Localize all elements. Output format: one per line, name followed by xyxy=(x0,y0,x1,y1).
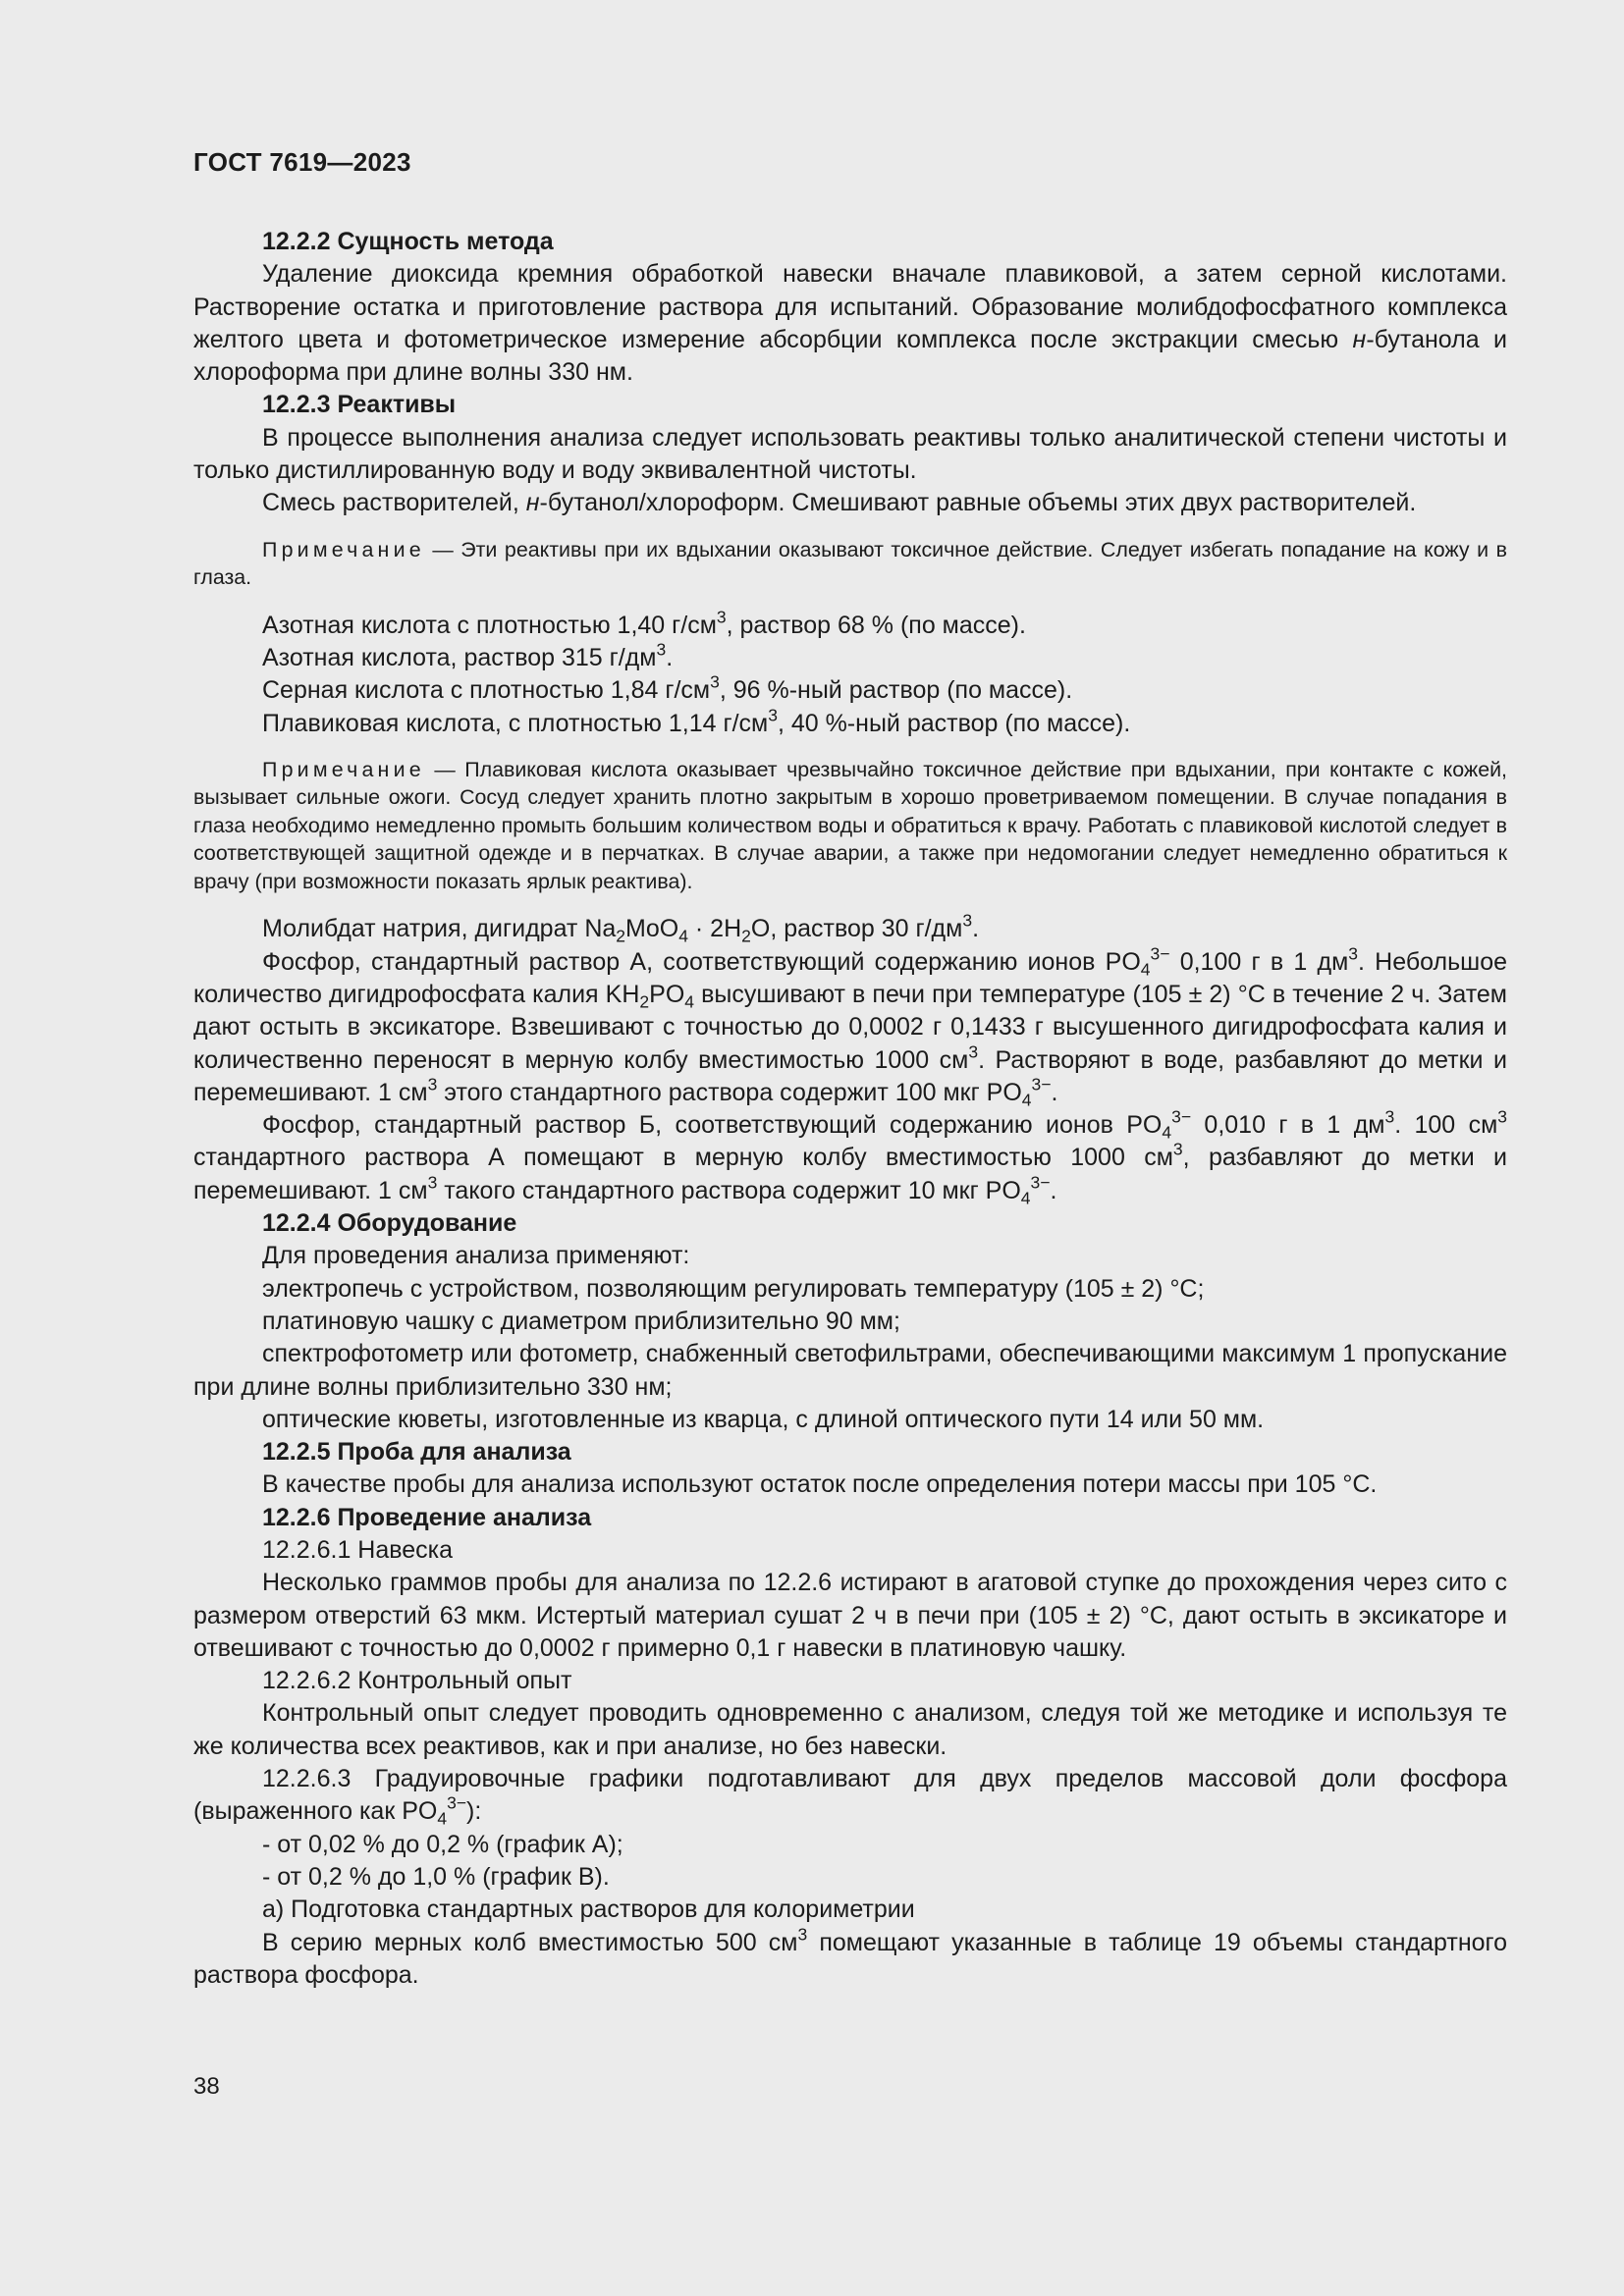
equipment-item-cuvettes: оптические кюветы, изготовленные из кварца, с длиной оптического пути 14 или 50 мм. xyxy=(262,1405,1265,1433)
note-hydrofluoric-acid: Примечание — Плавиковая кислота оказывает чрезвычайно токсичное действие при вдыхании, при контакте с кожей, вызывает сильные ожоги. Сосуд следует хранить плотно закрытым в хорошо проветриваемом помещении. В случае попадания в глаза необходимо немедленно промыть большим количеством воды и обратиться к врачу. Работать с плавиковой кислотой следует в соответствующей защитной одежде и в перчатках. В случае аварии, а также при недомогании следует немедленно обратиться к врачу (при возможности показать ярлык реактива). xyxy=(193,757,1507,893)
reagent-phosphorus-standard-b: Фосфор, стандартный раствор Б, соответствующий содержанию ионов $PO_4^{3-}$ 0,010 г в 1 $дм^3$. 100 $см^3$ стандартного раствора А помещают в мерную колбу вместимостью 1000 $см^3$, разбавляют до метки и перемешивают. 1 $см^3$ такого стандартного раствора содержит 10 мкг $PO_4^{3-}$. xyxy=(193,1106,1508,1207)
reagent-phosphorus-standard-a: Фосфор, стандартный раствор А, соответствующий содержанию ионов $PO_4^{3-}$ 0,100 г в 1 $дм^3$. Небольшое количество дигидрофосфата калия $KH_2PO_4$ высушивают в печи при температуре (105 ± 2) °C в течение 2 ч. Затем дают остыть в эксикаторе. Взвешивают с точностью до 0,0002 г 0,1433 г высушенного дигидрофосфата калия и количественно переносят в мерную колбу вместимостью 1000 $см^3$. Растворяют в воде, разбавляют до метки и перемешивают. 1 $см^3$ этого стандартного раствора содержит 100 мкг $PO_4^{3-}$. xyxy=(193,943,1508,1110)
document-header: ГОСТ 7619—2023 xyxy=(193,147,411,177)
section-heading-12-2-2: 12.2.2 Сущность метода xyxy=(262,228,554,255)
reagent-sodium-molybdate: Молибдат натрия, дигидрат $Na_2MoO_4 \cdot 2H_2O$, раствор 30 $г/дм^3$. xyxy=(262,910,980,946)
reagent-hydrofluoric-acid: Плавиковая кислота, с плотностью 1,14 $г/см^3$, 40 %-ный раствор (по массе). xyxy=(262,705,1131,737)
section-heading-12-2-4: 12.2.4 Оборудование xyxy=(262,1209,517,1238)
section-heading-12-2-3: 12.2.3 Реактивы xyxy=(262,391,457,419)
paragraph-standard-solutions: В серию мерных колб вместимостью 500 $см^3$ помещают указанные в таблице 19 объемы стандартного раствора фосфора. xyxy=(193,1924,1508,1989)
paragraph-reagents-purity: В процессе выполнения анализа следует использовать реактивы только аналитической степени чистоты и только дистиллированную воду и воду эквивалентной чистоты. xyxy=(193,423,1507,485)
section-heading-12-2-6: 12.2.6 Проведение анализа xyxy=(262,1503,592,1531)
page-number: 38 xyxy=(193,2073,220,2100)
paragraph-sample: В качестве пробы для анализа используют остаток после определения потери массы при 105 °C. xyxy=(262,1470,1378,1499)
equipment-item-spectrophotometer: спектрофотометр или фотометр, снабженный светофильтрами, обеспечивающими максимум 1 пропускание при длине волны приблизительно 330 нм; xyxy=(193,1340,1507,1401)
paragraph-weighed-portion: Несколько граммов пробы для анализа по 12.2.6 истирают в агатовой ступке до прохождения через сито с размером отверстий 63 мкм. Истертый материал сушат 2 ч в печи при (105 ± 2) °C, дают остыть в эксикаторе и отвешивают с точностью до 0,0002 г примерно 0,1 г навески в платиновую чашку. xyxy=(193,1569,1507,1662)
range-graph-a: - от 0,02 % до 0,2 % (график А); xyxy=(262,1830,623,1858)
equipment-item-furnace: электропечь с устройством, позволяющим регулировать температуру (105 ± 2) °C; xyxy=(262,1274,1205,1303)
reagent-nitric-acid-2: Азотная кислота, раствор 315 $г/дм^3$. xyxy=(262,639,674,671)
range-graph-b: - от 0,2 % до 1,0 % (график В). xyxy=(262,1862,610,1891)
subsection-title-control-test: 12.2.6.2 Контрольный опыт xyxy=(262,1667,572,1695)
paragraph-control-test: Контрольный опыт следует проводить одновременно с анализом, следуя той же методике и используя те же количества всех реактивов, как и при анализе, но без навески. xyxy=(193,1699,1507,1760)
reagent-sulfuric-acid: Серная кислота с плотностью 1,84 $г/см^3$, 96 %-ный раствор (по массе). xyxy=(262,671,1073,705)
paragraph-method-essence: Удаление диоксида кремния обработкой навески вначале плавиковой, а затем серной кислотами. Растворение остатка и приготовление раствора для испытаний. Образование молибдофосфатного комплекса желтого цвета и фотометрическое измерение абсорбции комплекса после экстракции смесью н-бутанола и хлороформа при длине волны 330 нм. xyxy=(193,260,1507,387)
equipment-item-platinum-dish: платиновую чашку с диаметром приблизительно 90 мм; xyxy=(262,1307,900,1335)
subsection-title-standard-solutions: а) Подготовка стандартных растворов для колориметрии xyxy=(262,1896,915,1924)
subsection-title-weighed-portion: 12.2.6.1 Навеска xyxy=(262,1536,454,1564)
section-heading-12-2-5: 12.2.5 Проба для анализа xyxy=(262,1438,571,1467)
equipment-intro: Для проведения анализа применяют: xyxy=(262,1242,690,1270)
reagent-nitric-acid-1: Азотная кислота с плотностью 1,40 $г/см^3$, раствор 68 % (по массе). xyxy=(262,607,1026,639)
note-toxic-reagents: Примечание — Эти реактивы при их вдыхании оказывают токсичное действие. Следует избегать попадание на кожу и в глаза. xyxy=(193,537,1507,590)
paragraph-solvent-mixture: Смесь растворителей, н-бутанол/хлороформ. Смешивают равные объемы этих двух растворителей. xyxy=(262,489,1417,517)
document-body xyxy=(193,226,1507,1992)
paragraph-calibration-graphs: 12.2.6.3 Градуировочные графики подготавливают для двух пределов массовой доли фосфора (выраженного как $PO_4^{3-}$): xyxy=(193,1765,1507,1829)
